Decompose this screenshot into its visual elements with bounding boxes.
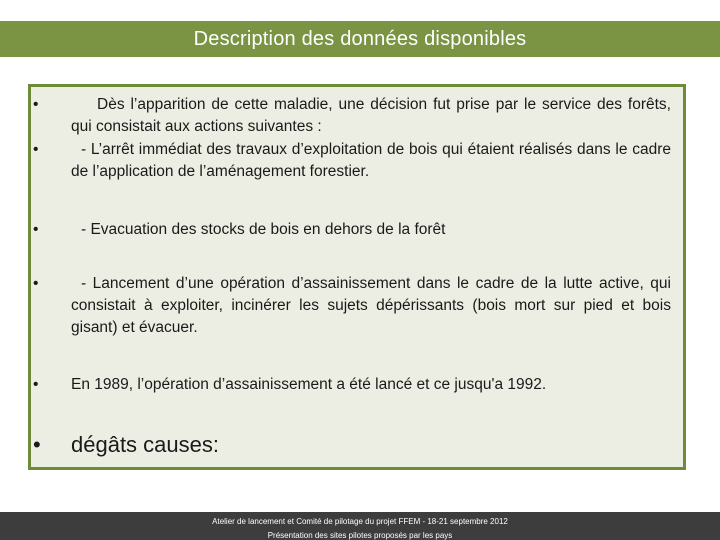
bullet-text: dégâts causes: [71, 432, 219, 457]
bullet-marker: • [33, 432, 41, 457]
bullet-item [33, 94, 671, 138]
bullet-marker: • [33, 141, 39, 158]
bullet-item [33, 374, 671, 396]
bullet-text: Dès l’apparition de cette maladie, une décision fut prise par le service des forêts, qui consistait aux actions suivantes : [71, 96, 671, 135]
bullet-marker: • [33, 96, 39, 113]
bullet-item [33, 139, 671, 183]
footer [0, 512, 720, 540]
footer-event: Atelier de lancement et Comité de pilotage du projet FFEM - 18-21 septembre 2012 [212, 517, 508, 526]
content-box [28, 84, 686, 470]
bullet-marker: • [33, 275, 39, 292]
slide-title: Description des données disponibles [193, 27, 527, 50]
bullet-marker: • [33, 376, 39, 393]
title-bar [0, 21, 720, 57]
bullet-text: - L’arrêt immédiat des travaux d’exploitation de bois qui étaient réalisés dans le cadre de l’application de l’aménagement forestier. [71, 141, 671, 180]
bullet-item [33, 273, 671, 339]
bullet-marker: • [33, 221, 39, 238]
footer-subtitle: Présentation des sites pilotes proposés par les pays [267, 531, 453, 540]
bullet-text: - Lancement d’une opération d’assainissement dans le cadre de la lutte active, qui consistait à exploiter, incinérer les sujets dépérissants (bois mort sur pied et bois gisant) et évacuer. [71, 275, 671, 336]
bullet-item [33, 432, 671, 458]
bullet-text: - Evacuation des stocks de bois en dehors de la forêt [81, 221, 446, 238]
bullet-text: En 1989, l’opération d’assainissement a été lancé et ce jusqu'a 1992. [71, 376, 547, 393]
bullet-item [33, 219, 671, 241]
